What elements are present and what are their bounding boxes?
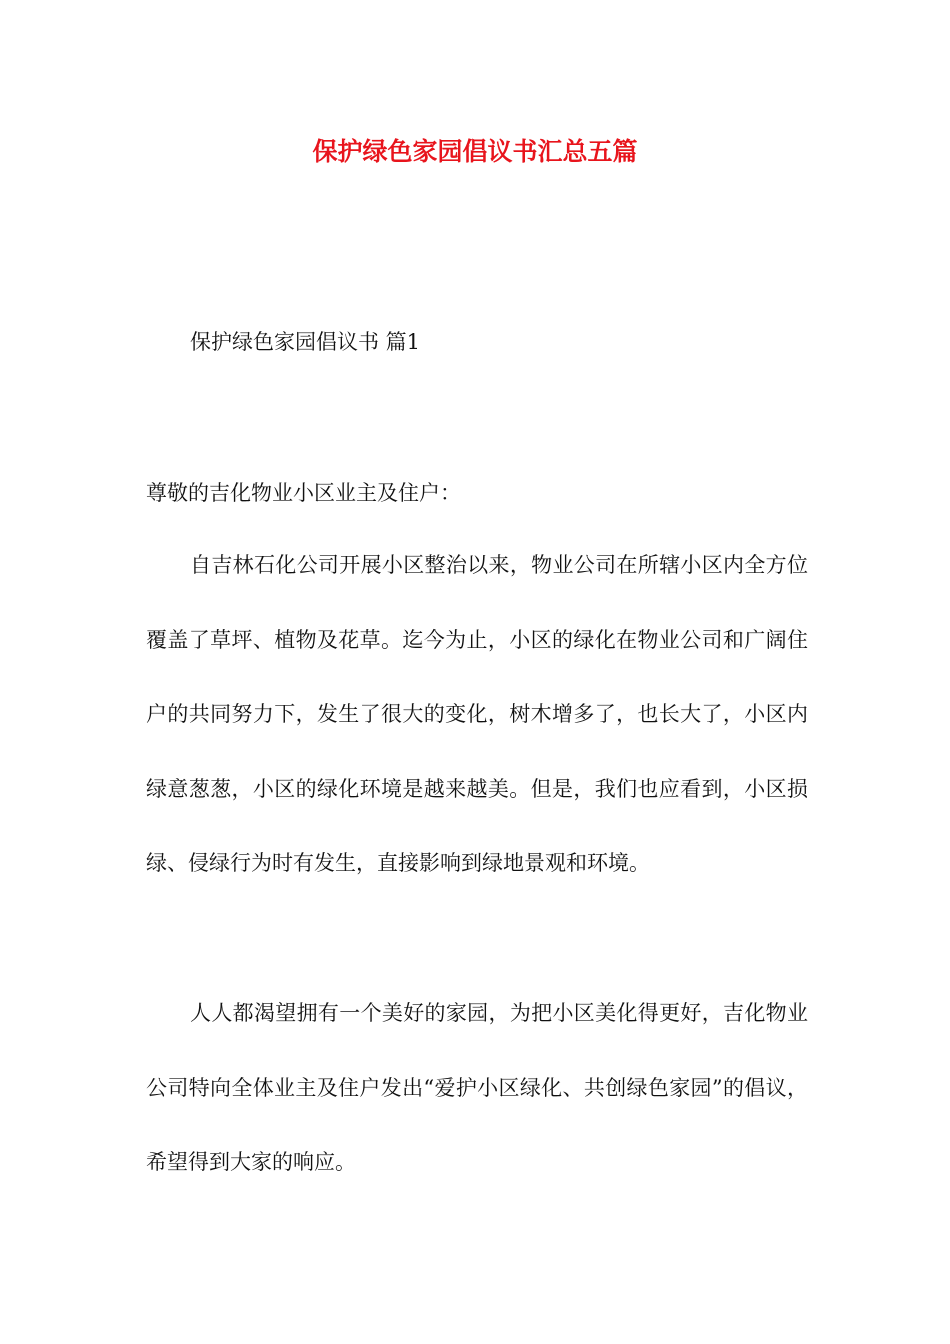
body-paragraph-2: 人人都渴望拥有一个美好的家园，为把小区美化得更好，吉化物业公司特向全体业主及住户发出“爱护小区绿化、共创绿色家园”的倡议，希望得到大家的响应。 bbox=[146, 1001, 808, 1174]
document-title: 保护绿色家园倡议书汇总五篇 bbox=[312, 137, 638, 166]
salutation: 尊敬的吉化物业小区业主及住户： bbox=[146, 481, 461, 505]
body-paragraph-1: 自吉林石化公司开展小区整治以来，物业公司在所辖小区内全方位覆盖了草坪、植物及花草。迄今为止，小区的绿化在物业公司和广阔住户的共同努力下，发生了很大的变化，树木增多了，也长大了，小区内绿意葱葱，小区的绿化环境是越来越美。但是，我们也应看到，小区损绿、侵绿行为时有发生，直接影响到绿地景观和环境。 bbox=[146, 553, 808, 875]
section-heading: 保护绿色家园倡议书 篇1 bbox=[190, 330, 421, 354]
